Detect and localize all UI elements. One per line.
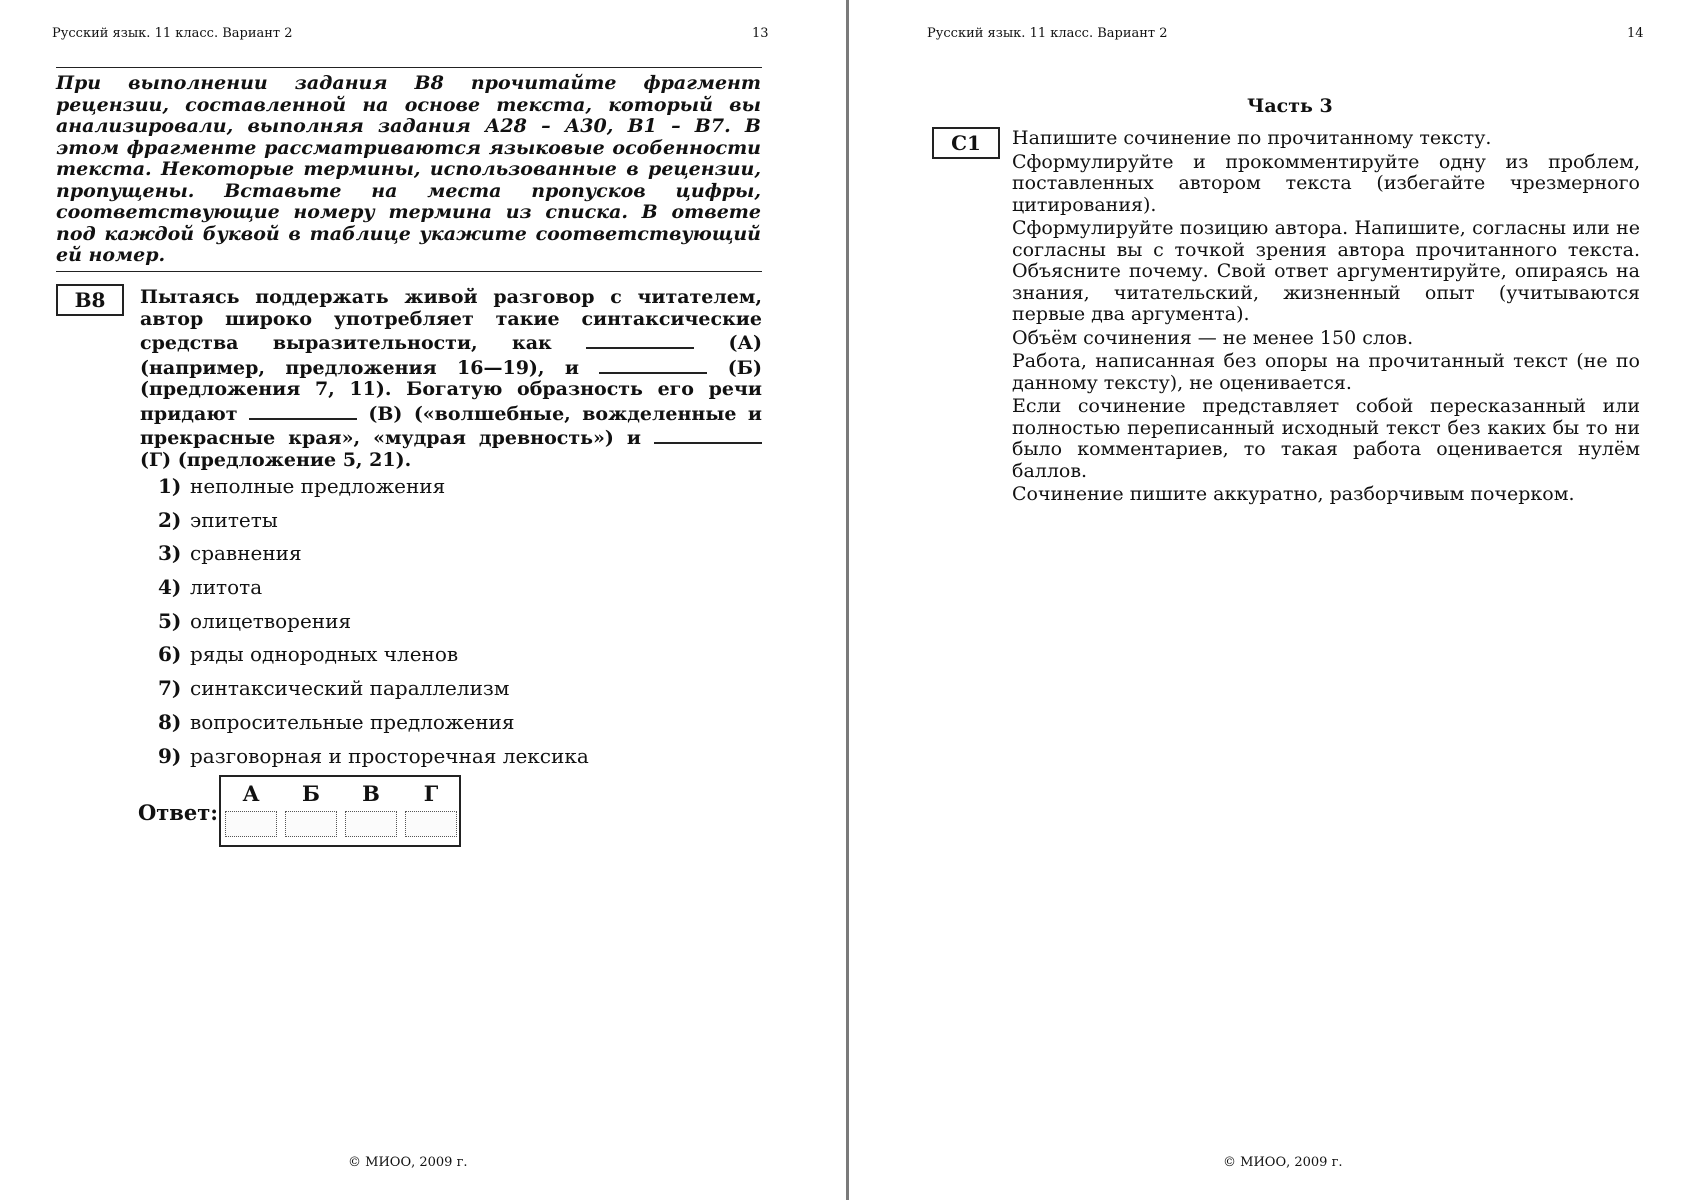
blank-v: [249, 401, 357, 420]
paragraph: Объём сочинения — не менее 150 слов.: [1012, 326, 1414, 349]
question-part: Пытаясь поддержать живой разговор с читателем, автор широко употребляет такие синтаксические средства выразительности, как: [140, 286, 762, 355]
paragraph: Сформулируйте позицию автора. Напишите, согласны или не согласны вы с точкой зрения автора прочитанного текста. Объясните почему. Свой ответ аргументируйте, опираясь на знания, читательский, жизненный опыт (учитываются первые два аргумента).: [1012, 217, 1640, 325]
page-header: Русский язык. 11 класс. Вариант 2: [927, 26, 1168, 41]
top-rule: [56, 67, 762, 68]
task-instructions: При выполнении задания В8 прочитайте фрагмент рецензии, составленной на основе текста, который вы анализировали, выполняя задания А28 – А30, В1 – В7. В этом фрагменте рассматриваются языковые особенности текста. Некоторые термины, использованные в рецензии, пропущены. Вставьте на места пропусков цифры, соответствующие номеру термина из списка. В ответе под каждой буквой в таблице укажите соответствующий ей номер.: [56, 72, 761, 266]
answer-column-a: [223, 777, 279, 837]
question-part: (Б) (предложения 7, 11). Богатую образность его речи придают: [140, 356, 762, 425]
option-number: 3): [158, 541, 182, 566]
task-label-c1: С1: [932, 127, 1000, 159]
page-footer: © МИОО, 2009 г.: [1223, 1155, 1343, 1170]
option-text: олицетворения: [190, 608, 352, 633]
left-page: [0, 0, 846, 1200]
answer-cell-g[interactable]: [405, 811, 457, 837]
option-text: разговорная и просторечная лексика: [190, 743, 589, 768]
option-text: ряды однородных членов: [190, 642, 459, 667]
option-text: сравнения: [190, 541, 302, 566]
page-divider: [846, 0, 849, 1200]
list-item: [158, 638, 718, 672]
answer-table: [219, 775, 461, 847]
list-item: [158, 537, 718, 571]
option-number: 6): [158, 642, 182, 667]
blank-g: [654, 425, 762, 444]
c1-instructions: [1012, 128, 1640, 508]
paragraph: Если сочинение представляет собой пересказанный или полностью переписанный исходный текст без каких бы то ни было комментариев, то такая работа оценивается нулём баллов.: [1012, 395, 1640, 482]
options-list: [158, 470, 718, 773]
list-item: [158, 740, 718, 774]
answer-cell-a[interactable]: [225, 811, 277, 837]
list-item: [158, 504, 718, 538]
task-label-b8: В8: [56, 284, 124, 316]
list-item: [158, 706, 718, 740]
answer-label: Ответ:: [138, 800, 219, 825]
list-item: [158, 470, 718, 504]
page-number: 13: [752, 26, 769, 41]
paragraph: Сочинение пишите аккуратно, разборчивым почерком.: [1012, 483, 1575, 505]
question-text: [140, 287, 762, 471]
page-footer: © МИОО, 2009 г.: [348, 1155, 468, 1170]
blank-a: [586, 330, 694, 349]
question-part: (А) (например, предложения 16—19), и: [140, 332, 762, 379]
option-number: 7): [158, 676, 182, 701]
page-header: Русский язык. 11 класс. Вариант 2: [52, 26, 293, 41]
answer-cell-b[interactable]: [285, 811, 337, 837]
option-number: 2): [158, 507, 182, 532]
blank-b: [599, 355, 707, 374]
paragraph: Работа, написанная без опоры на прочитанный текст (не по данному тексту), не оценивается.: [1012, 350, 1640, 394]
answer-letter: Б: [302, 781, 320, 806]
list-item: [158, 605, 718, 639]
paragraph: Сформулируйте и прокомментируйте одну из проблем, поставленных автором текста (избегайте чрезмерного цитирования).: [1012, 150, 1640, 216]
answer-letter: А: [242, 781, 260, 806]
answer-cell-v[interactable]: [345, 811, 397, 837]
option-number: 5): [158, 608, 182, 633]
option-text: эпитеты: [190, 507, 278, 532]
answer-column-g: [403, 777, 459, 837]
page-number: 14: [1627, 26, 1644, 41]
option-text: синтаксический параллелизм: [190, 676, 510, 701]
answer-column-v: [343, 777, 399, 837]
option-number: 1): [158, 474, 182, 498]
option-text: литота: [190, 575, 263, 600]
option-number: 4): [158, 575, 182, 600]
option-number: 8): [158, 709, 182, 734]
list-item: [158, 672, 718, 706]
instructions-rule: [56, 271, 762, 272]
option-text: неполные предложения: [190, 474, 446, 498]
answer-letter: В: [362, 781, 380, 806]
question-part: (Г) (предложение 5, 21).: [140, 448, 412, 471]
option-text: вопросительные предложения: [190, 709, 515, 734]
question-part: (В) («волшебные, вожделенные и прекрасные края», «мудрая древность») и: [140, 402, 762, 450]
paragraph: Напишите сочинение по прочитанному тексту.: [1012, 127, 1492, 149]
answer-column-b: [283, 777, 339, 837]
part-title: Часть 3: [1247, 95, 1333, 117]
list-item: [158, 571, 718, 605]
option-number: 9): [158, 743, 182, 768]
answer-letter: Г: [423, 781, 439, 806]
